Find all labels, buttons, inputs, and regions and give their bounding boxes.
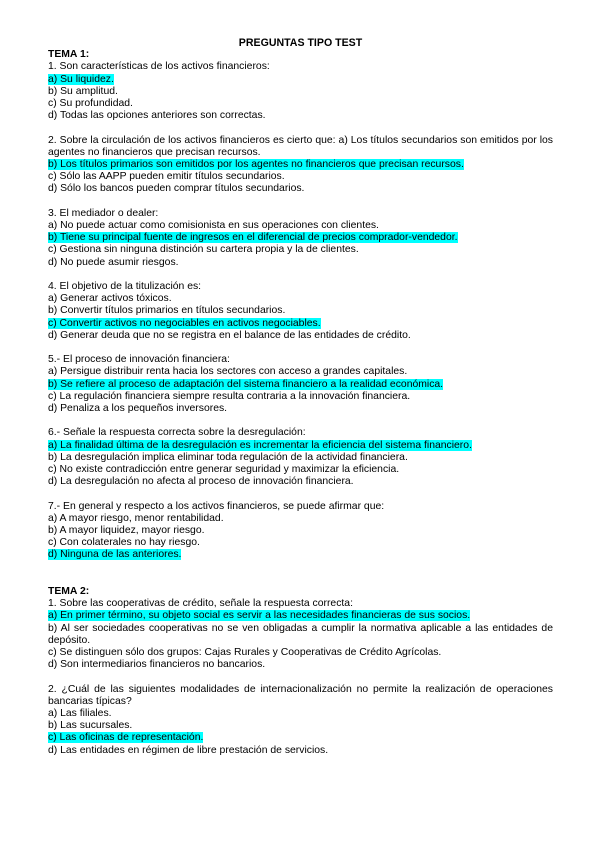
option-b-correct: b) Se refiere al proceso de adaptación del sistema financiero a la realidad económica. bbox=[48, 378, 444, 390]
section-spacer bbox=[48, 562, 553, 586]
option-c: c) Gestiona sin ninguna distinción su cartera propia y la de clientes. bbox=[48, 244, 359, 256]
option-a: a) No puede actuar como comisionista en sus operaciones con clientes. bbox=[48, 220, 379, 232]
question-text: 1. Sobre las cooperativas de crédito, señale la respuesta correcta: bbox=[48, 598, 353, 610]
option-c: c) Con colaterales no hay riesgo. bbox=[48, 537, 200, 549]
option-c: c) Sólo las AAPP pueden emitir títulos secundarios. bbox=[48, 171, 285, 183]
option-d: d) Sólo los bancos pueden comprar títulos secundarios. bbox=[48, 183, 305, 195]
question-text: 7.- En general y respecto a los activos financieros, se puede afirmar que: bbox=[48, 500, 385, 512]
question-text: 2. Sobre la circulación de los activos financieros es cierto que: a) Los títulos secundarios son emitidos por los agentes no financieros que precisan recursos. bbox=[48, 134, 553, 158]
option-d: d) La desregulación no afecta al proceso de innovación financiera. bbox=[48, 476, 354, 488]
option-a: a) A mayor riesgo, menor rentabilidad. bbox=[48, 512, 224, 524]
question-text: 4. El objetivo de la titulización es: bbox=[48, 281, 202, 293]
option-c-correct: c) Convertir activos no negociables en activos negociables. bbox=[48, 317, 321, 329]
option-b: b) Su amplitud. bbox=[48, 85, 118, 97]
option-d: d) Son intermediarios financieros no bancarios. bbox=[48, 659, 266, 671]
option-c: c) La regulación financiera siempre resulta contraria a la innovación financiera. bbox=[48, 390, 411, 402]
option-d-correct: d) Ninguna de las anteriores. bbox=[48, 549, 182, 561]
option-a-correct: a) En primer término, su objeto social es servir a las necesidades financieras de sus socios. bbox=[48, 610, 471, 622]
question-1-3 bbox=[48, 208, 553, 269]
option-a: a) Generar activos tóxicos. bbox=[48, 293, 172, 305]
question-1-2 bbox=[48, 135, 553, 196]
option-a-correct: a) La finalidad última de la desregulación es incrementar la eficiencia del sistema financiero. bbox=[48, 439, 472, 451]
option-b: b) Las sucursales. bbox=[48, 720, 133, 732]
question-1-5 bbox=[48, 354, 553, 415]
option-c: c) Se distinguen sólo dos grupos: Cajas Rurales y Cooperativas de Crédito Agrícolas. bbox=[48, 647, 442, 659]
option-a: a) Persigue distribuir renta hacia los sectores con acceso a grandes capitales. bbox=[48, 366, 408, 378]
option-d: d) Todas las opciones anteriores son correctas. bbox=[48, 110, 266, 122]
option-a: a) Las filiales. bbox=[48, 708, 112, 720]
question-2-1 bbox=[48, 598, 553, 671]
option-c: c) Su profundidad. bbox=[48, 98, 133, 110]
option-b-correct: b) Los títulos primarios son emitidos por los agentes no financieros que precisan recursos. bbox=[48, 159, 464, 171]
question-text: 6.- Señale la respuesta correcta sobre la desregulación: bbox=[48, 427, 306, 439]
option-b: b) Convertir títulos primarios en títulos secundarios. bbox=[48, 305, 286, 317]
question-text: 1. Son características de los activos financieros: bbox=[48, 61, 270, 73]
question-1-6 bbox=[48, 427, 553, 488]
option-d: d) No puede asumir riesgos. bbox=[48, 256, 179, 268]
option-b: b) A mayor liquidez, mayor riesgo. bbox=[48, 525, 205, 537]
option-a-correct: a) Su liquidez. bbox=[48, 73, 114, 85]
question-text: 3. El mediador o dealer: bbox=[48, 207, 159, 219]
option-d: d) Las entidades en régimen de libre prestación de servicios. bbox=[48, 744, 329, 756]
question-2-2 bbox=[48, 684, 553, 757]
question-text: 5.- El proceso de innovación financiera: bbox=[48, 354, 230, 366]
option-d: d) Generar deuda que no se registra en el balance de las entidades de crédito. bbox=[48, 329, 411, 341]
question-1-1 bbox=[48, 61, 553, 122]
question-1-7 bbox=[48, 501, 553, 562]
question-text: 2. ¿Cuál de las siguientes modalidades de internacionalización no permite la realización de operaciones bancarias típicas? bbox=[48, 683, 553, 707]
option-b: b) La desregulación implica eliminar toda regulación de la actividad financiera. bbox=[48, 451, 408, 463]
section-heading-tema-1: TEMA 1: bbox=[48, 49, 90, 61]
option-c: c) No existe contradicción entre generar seguridad y maximizar la eficiencia. bbox=[48, 464, 400, 476]
option-c-correct: c) Las oficinas de representación. bbox=[48, 732, 204, 744]
option-b: b) Al ser sociedades cooperativas no se ven obligadas a cumplir la normativa aplicable a las entidades de depósito. bbox=[48, 622, 553, 646]
document-title: PREGUNTAS TIPO TEST bbox=[238, 37, 363, 49]
option-d: d) Penaliza a los pequeños inversores. bbox=[48, 403, 228, 415]
document-page bbox=[48, 37, 553, 757]
section-heading-tema-2: TEMA 2: bbox=[48, 586, 90, 598]
option-b-correct: b) Tiene su principal fuente de ingresos en el diferencial de precios comprador-vendedor. bbox=[48, 232, 458, 244]
question-1-4 bbox=[48, 281, 553, 342]
